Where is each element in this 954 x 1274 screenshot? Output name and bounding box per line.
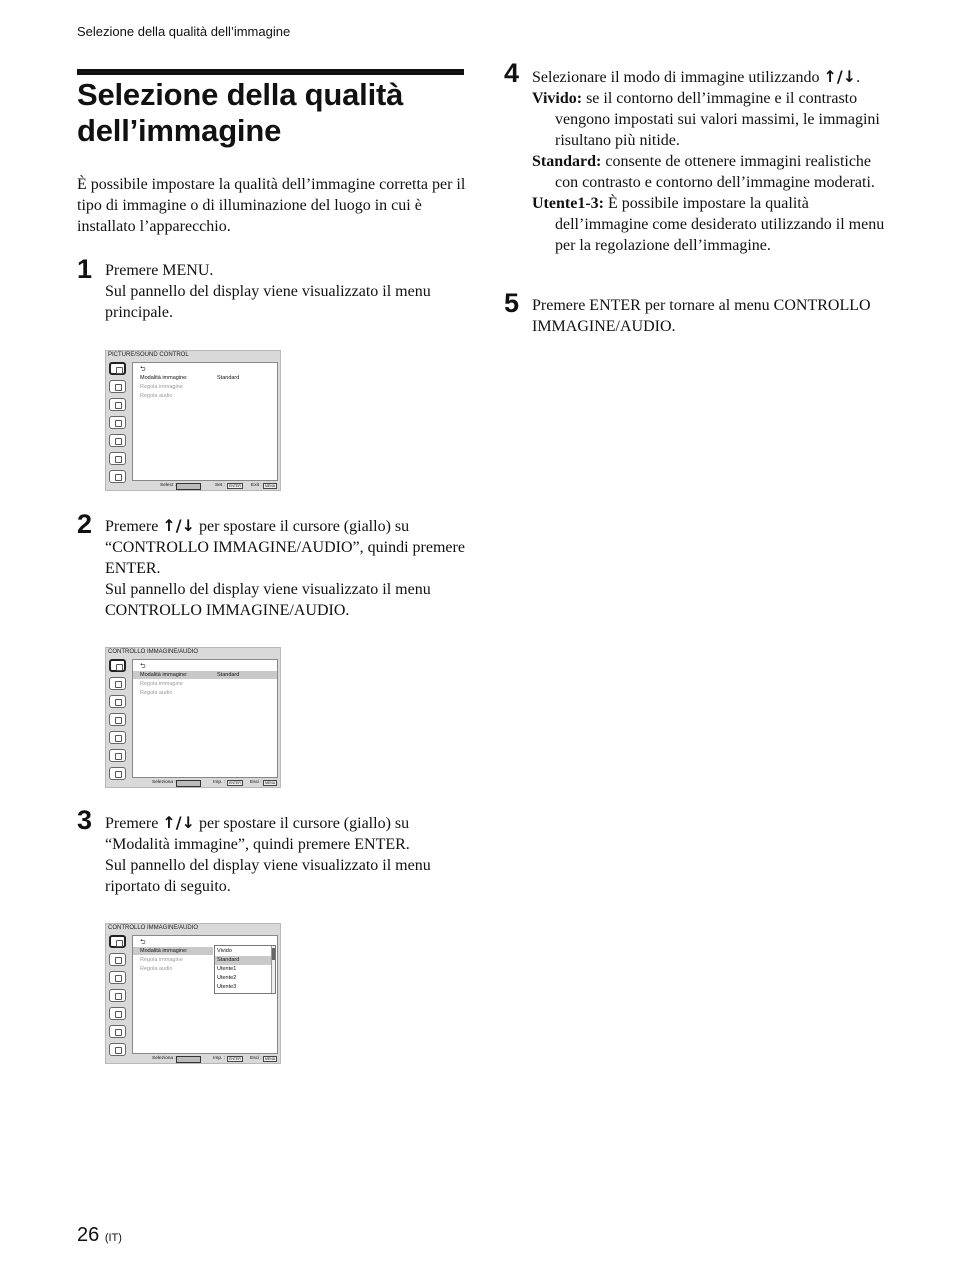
direction-pad-icon	[176, 780, 201, 787]
option-vivido: Vivido	[217, 948, 232, 954]
picture-sound-icon	[109, 362, 126, 375]
osd-row-picture-mode: Modalità immagine: Standard	[133, 671, 277, 679]
direction-pad-icon	[176, 483, 201, 490]
step-1-number: 1	[77, 254, 93, 284]
step-1-line2: Sul pannello del display viene visualizzato il menu principale.	[105, 283, 431, 321]
direction-pad-icon	[176, 1056, 201, 1063]
clock-icon	[109, 452, 126, 465]
osd-row-adjust-audio: Regola audio	[140, 966, 173, 972]
setup-icon	[109, 713, 126, 726]
osd-content	[132, 935, 278, 1054]
definition-standard: Standard: consente de ottenere immagini realistiche con contrasto e contorno dell’immagine moderati.	[532, 153, 875, 191]
option-standard: Standard	[215, 956, 273, 965]
osd-screen-3	[105, 923, 281, 1064]
options-icon	[109, 731, 126, 744]
step-3-text: Premere ↑/↓ per spostare il cursore (giallo) su “Modalità immagine”, quindi premere ENTER. Sul pannello del display viene visualizzato il menu riportato di seguito.	[105, 813, 431, 895]
setup-icon	[109, 989, 126, 1002]
return-icon: ⮌	[140, 662, 146, 670]
osd-row-adjust-audio: Regola audio	[140, 690, 173, 696]
step-2-text: Premere ↑/↓ per spostare il cursore (giallo) su “CONTROLLO IMMAGINE/AUDIO”, quindi premere ENTER. Sul pannello del display viene visualizzato il menu CONTROLLO IMMAGINE/AUDIO.	[105, 516, 465, 619]
page-title: Selezione della qualità dell’immagine	[77, 77, 404, 148]
step-5-number: 5	[504, 288, 520, 318]
step-3-number: 3	[77, 805, 93, 835]
step-4-text: Selezionare il modo di immagine utilizzando ↑/↓. Vivido: se il contorno dell’immagine e il contrasto vengono impostati sui valori massimi, le immagini risultano più nitide. Standard: consente de ottenere immagini realistiche con contrasto e contorno dell’immagine moderati. Utente1-3: È possibile impostare la qualità dell’immagine come desiderato utilizzando il menu per la regolazione dell’immagine.	[532, 66, 894, 256]
osd-icon-column	[109, 362, 131, 488]
osd-row-adjust-audio: Regola audio	[140, 393, 173, 399]
screen-icon	[109, 380, 126, 393]
step-5-text: Premere ENTER per tornare al menu CONTROLLO IMMAGINE/AUDIO.	[532, 297, 871, 335]
title-rule	[77, 69, 464, 75]
osd-title: PICTURE/SOUND CONTROL	[108, 352, 189, 358]
definition-utente: Utente1-3: È possibile impostare la qualità dell’immagine come desiderato utilizzando il menu per la regolazione dell’immagine.	[532, 195, 885, 254]
osd-content	[132, 659, 278, 778]
option-utente2: Utente2	[217, 975, 237, 981]
up-down-arrows-icon: ↑/↓	[162, 516, 195, 535]
osd-row-adjust-picture: Regola immagine	[140, 957, 183, 963]
osd-row-picture-mode: Modalità immagine: Standard	[140, 375, 240, 381]
definition-vivido: Vivido: se il contorno dell’immagine e il contrasto vengono impostati sui valori massimi, le immagini risultano più nitide.	[532, 90, 880, 149]
osd-footer: Select : Set : ENTER Exit : MENU	[160, 483, 276, 488]
clock-icon	[109, 749, 126, 762]
return-icon: ⮌	[140, 938, 146, 946]
picture-sound-icon	[109, 659, 126, 672]
osd-title: CONTROLLO IMMAGINE/AUDIO	[108, 649, 199, 655]
page-number: 26 (IT)	[77, 1224, 122, 1246]
info-icon	[109, 470, 126, 483]
step-2-number: 2	[77, 509, 93, 539]
osd-row-picture-mode: Modalità immagine:	[133, 947, 213, 955]
picture-sound-icon	[109, 935, 126, 948]
up-down-arrows-icon: ↑/↓	[162, 813, 195, 832]
clock-icon	[109, 1025, 126, 1038]
step-1-text	[105, 260, 467, 323]
info-icon	[109, 767, 126, 780]
screen-icon	[109, 953, 126, 966]
step-4-number: 4	[504, 58, 520, 88]
osd-icon-column	[109, 659, 131, 785]
dropdown-scrollbar	[271, 946, 275, 993]
osd-row-adjust-picture: Regola immagine	[140, 681, 183, 687]
osd-footer: Seleziona : Imp. : ENTER Esci : MENU	[152, 780, 276, 785]
input-icon	[109, 695, 126, 708]
option-utente1: Utente1	[217, 966, 237, 972]
running-head: Selezione della qualità dell’immagine	[77, 24, 291, 39]
osd-title: CONTROLLO IMMAGINE/AUDIO	[108, 925, 199, 931]
step-1-line1: Premere MENU.	[105, 262, 214, 279]
info-icon	[109, 1043, 126, 1056]
osd-screen-1	[105, 350, 281, 491]
osd-row-adjust-picture: Regola immagine	[140, 384, 183, 390]
options-icon	[109, 434, 126, 447]
osd-content	[132, 362, 278, 481]
osd-screen-2	[105, 647, 281, 788]
picture-mode-dropdown	[214, 945, 276, 994]
osd-footer: Seleziona : Imp. : ENTER Esci : MENU	[152, 1056, 276, 1061]
options-icon	[109, 1007, 126, 1020]
intro-paragraph: È possibile impostare la qualità dell’immagine corretta per il tipo di immagine o di illuminazione del luogo in cui è installato l’apparecchio.	[77, 176, 466, 235]
screen-icon	[109, 677, 126, 690]
input-icon	[109, 398, 126, 411]
return-icon: ⮌	[140, 365, 146, 373]
option-utente3: Utente3	[217, 984, 237, 990]
input-icon	[109, 971, 126, 984]
up-down-arrows-icon: ↑/↓	[823, 67, 857, 86]
setup-icon	[109, 416, 126, 429]
osd-icon-column	[109, 935, 131, 1061]
